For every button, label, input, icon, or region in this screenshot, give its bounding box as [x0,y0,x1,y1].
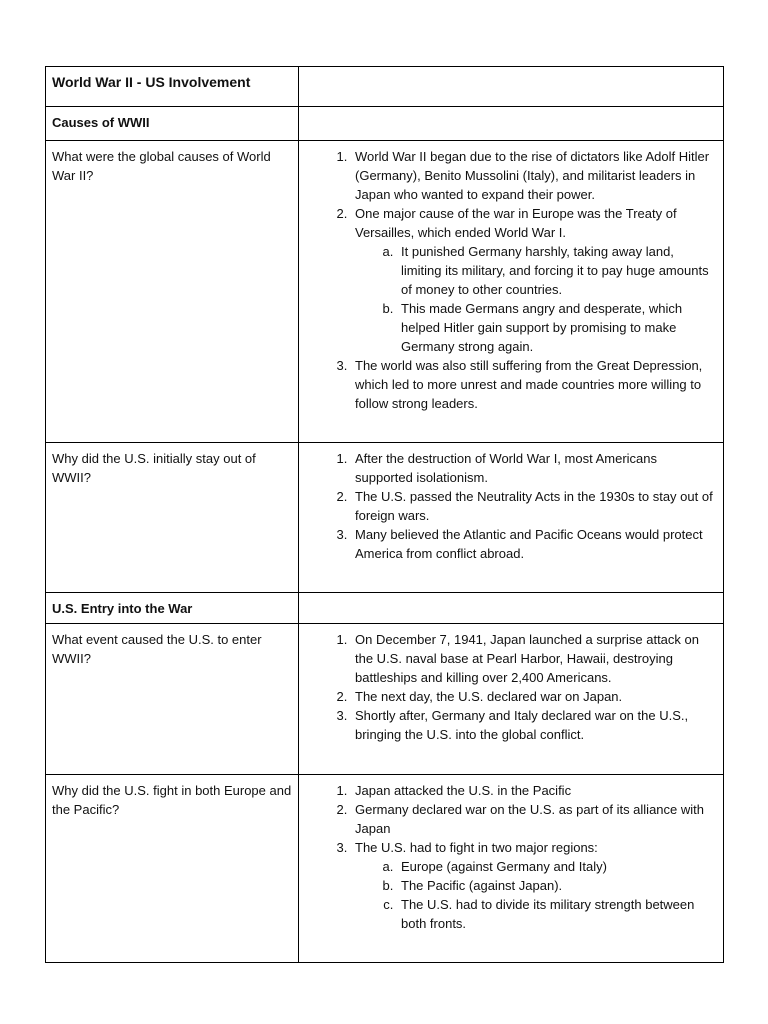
sub-list-item: b. This made Germans angry and desperate, which helped Hitler gain support by promising to make Germany strong again. [397,299,717,356]
table-row [46,775,724,963]
list-item: 1. World War II began due to the rise of dictators like Adolf Hitler (Germany), Benito Mussolini (Italy), and militarist leaders in Japan who wanted to expand their power. [351,147,717,204]
section-header-row [46,107,724,141]
empty-cell [299,107,724,141]
answer-cell [299,443,724,593]
list-item: 3. Many believed the Atlantic and Pacific Oceans would protect America from conflict abroad. [351,525,717,563]
answer-list [305,781,717,933]
list-item: 2. Germany declared war on the U.S. as part of its alliance with Japan [351,800,717,838]
answer-cell [299,775,724,963]
sub-list [355,242,717,356]
table-row [46,624,724,775]
answer-list [305,630,717,744]
list-item: 3. Shortly after, Germany and Italy declared war on the U.S., bringing the U.S. into the global conflict. [351,706,717,744]
list-item [351,204,717,356]
sub-list-item: a. It punished Germany harshly, taking away land, limiting its military, and forcing it to pay huge amounts of money to other countries. [397,242,717,299]
sub-list-item: a. Europe (against Germany and Italy) [397,857,717,876]
table-row [46,141,724,443]
document-title: World War II - US Involvement [46,67,299,107]
list-item [351,838,717,933]
table-row [46,443,724,593]
answer-cell [299,141,724,443]
list-item: 2. The U.S. passed the Neutrality Acts in the 1930s to stay out of foreign wars. [351,487,717,525]
question-cell: Why did the U.S. initially stay out of WWII? [46,443,299,593]
answer-list [305,449,717,563]
list-item: 2. The next day, the U.S. declared war on Japan. [351,687,717,706]
list-item-text: One major cause of the war in Europe was the Treaty of Versailles, which ended World War I. [355,206,677,240]
list-item-text: The U.S. had to fight in two major regions: [355,840,598,855]
question-cell: What event caused the U.S. to enter WWII? [46,624,299,775]
question-cell: What were the global causes of World War II? [46,141,299,443]
title-row [46,67,724,107]
answer-list [305,147,717,413]
list-item: 3. The world was also still suffering from the Great Depression, which led to more unrest and made countries more willing to follow strong leaders. [351,356,717,413]
list-item: 1. Japan attacked the U.S. in the Pacific [351,781,717,800]
section-heading: U.S. Entry into the War [46,593,299,624]
section-heading: Causes of WWII [46,107,299,141]
sub-list [355,857,717,933]
question-cell: Why did the U.S. fight in both Europe and the Pacific? [46,775,299,963]
worksheet-table [45,66,724,963]
empty-cell [299,593,724,624]
sub-list-item: c. The U.S. had to divide its military strength between both fronts. [397,895,717,933]
answer-cell [299,624,724,775]
section-header-row [46,593,724,624]
empty-cell [299,67,724,107]
list-item: 1. On December 7, 1941, Japan launched a surprise attack on the U.S. naval base at Pearl Harbor, Hawaii, destroying battleships and killing over 2,400 Americans. [351,630,717,687]
sub-list-item: b. The Pacific (against Japan). [397,876,717,895]
list-item: 1. After the destruction of World War I, most Americans supported isolationism. [351,449,717,487]
